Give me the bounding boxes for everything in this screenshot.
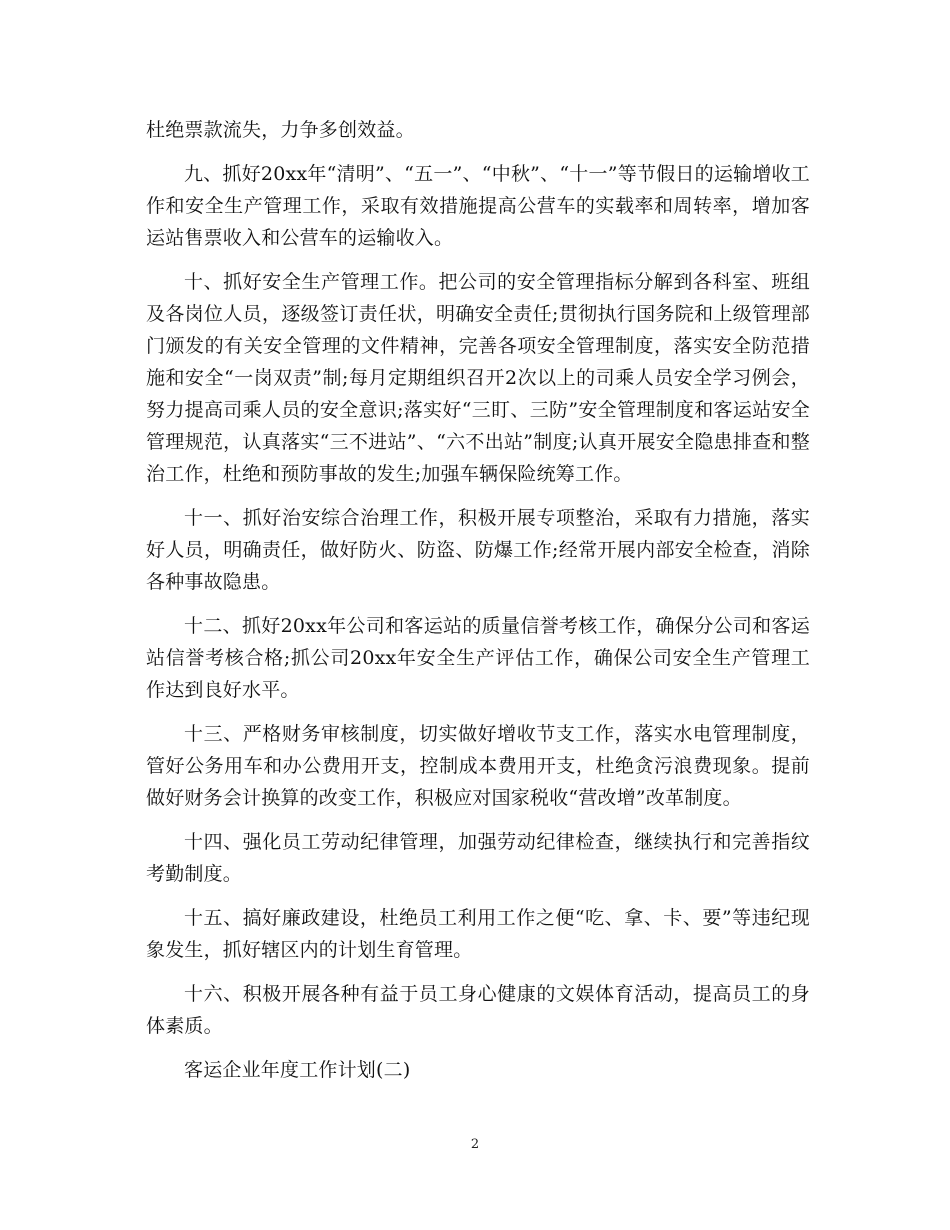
paragraph-item-9: 九、抓好20xx年“清明”、“五一”、“中秋”、“十一”等节假日的运输增收工作和安全生产管理工作，采取有效措施提高公营车的实载率和周转率，增加客运站售票收入和公营车的运输收入。: [146, 163, 810, 249]
page-number: 2: [470, 1137, 480, 1152]
paragraph-item-14: 十四、强化员工劳动纪律管理，加强劳动纪律检查，继续执行和完善指纹考勤制度。: [146, 831, 810, 885]
paragraph-item-13: 十三、严格财务审核制度，切实做好增收节支工作，落实水电管理制度，管好公务用车和办公费用开支，控制成本费用开支，杜绝贪污浪费现象。提前做好财务会计换算的改变工作，积极应对国家税收“营改增”改革制度。: [146, 723, 810, 809]
paragraph-continuation: 杜绝票款流失，力争多创效益。: [146, 119, 415, 141]
paragraph-item-10: 十、抓好安全生产管理工作。把公司的安全管理指标分解到各科室、班组及各岗位人员，逐级签订责任状，明确安全责任;贯彻执行国务院和上级管理部门颁发的有关安全管理的文件精神，完善各项安全管理制度，落实安全防范措施和安全“一岗双责”制;每月定期组织召开2次以上的司乘人员安全学习例会，努力提高司乘人员的安全意识;落实好“三盯、三防”安全管理制度和客运站安全管理规范，认真落实“三不进站”、“六不出站”制度;认真开展安全隐患排查和整治工作，杜绝和预防事故的发生;加强车辆保险统筹工作。: [146, 271, 810, 485]
paragraph-item-15: 十五、搞好廉政建设，杜绝员工利用工作之便“吃、拿、卡、要”等违纪现象发生，抓好辖区内的计划生育管理。: [146, 907, 810, 961]
section-heading: 客运企业年度工作计划(二): [184, 1059, 411, 1081]
paragraph-item-12: 十二、抓好20xx年公司和客运站的质量信誉考核工作，确保分公司和客运站信誉考核合格;抓公司20xx年安全生产评估工作，确保公司安全生产管理工作达到良好水平。: [146, 615, 810, 701]
document-body: [146, 114, 810, 1086]
paragraph-item-16: 十六、积极开展各种有益于员工身心健康的文娱体育活动，提高员工的身体素质。: [146, 983, 810, 1037]
paragraph-item-11: 十一、抓好治安综合治理工作，积极开展专项整治，采取有力措施，落实好人员，明确责任，做好防火、防盗、防爆工作;经常开展内部安全检查，消除各种事故隐患。: [146, 507, 810, 593]
